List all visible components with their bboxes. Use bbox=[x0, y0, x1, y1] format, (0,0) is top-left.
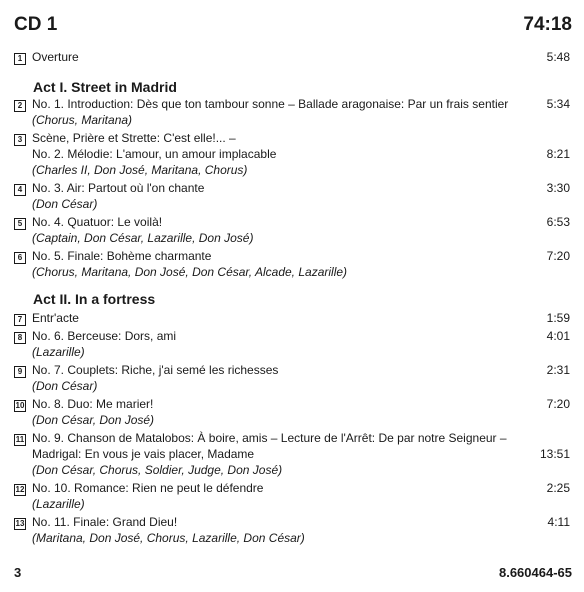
track-title: No. 4. Quatuor: Le voilà! bbox=[32, 215, 163, 229]
track-entry bbox=[14, 182, 570, 214]
act-heading: Act II. In a fortress bbox=[33, 291, 156, 307]
track-title: No. 5. Finale: Bohème charmante bbox=[32, 249, 212, 263]
track-entry bbox=[14, 312, 570, 328]
catalog-number: 8.660464-65 bbox=[498, 565, 572, 580]
track-duration: 1:59 bbox=[546, 311, 570, 325]
track-number-box: 12 bbox=[15, 485, 25, 494]
track-duration: 5:34 bbox=[546, 97, 570, 111]
track-title: No. 2. Mélodie: L'amour, un amour implacable bbox=[32, 147, 277, 161]
track-entry bbox=[14, 482, 570, 514]
track-duration: 2:25 bbox=[546, 481, 570, 495]
track-performers: (Don César) bbox=[32, 197, 98, 211]
track-title: No. 6. Berceuse: Dors, ami bbox=[32, 329, 177, 343]
track-entry bbox=[14, 132, 570, 180]
track-duration: 7:20 bbox=[546, 249, 570, 263]
track-number-box: 5 bbox=[14, 218, 26, 230]
track-number-box: 2 bbox=[14, 100, 26, 112]
track-duration: 6:53 bbox=[546, 215, 570, 229]
track-duration: 8:21 bbox=[546, 147, 570, 161]
track-performers: (Charles II, Don José, Maritana, Chorus) bbox=[32, 163, 248, 177]
track-entry bbox=[14, 250, 570, 282]
track-title: Madrigal: En vous je vais placer, Madame bbox=[32, 447, 255, 461]
track-number-box: 8 bbox=[14, 332, 26, 344]
track-title: Scène, Prière et Strette: C'est elle!... – bbox=[32, 131, 236, 145]
track-title: No. 9. Chanson de Matalobos: À boire, amis – Lecture de l'Arrêt: De par notre Seigneur – bbox=[32, 431, 507, 445]
track-entry bbox=[14, 98, 570, 130]
track-duration: 5:48 bbox=[546, 50, 570, 64]
track-duration: 2:31 bbox=[546, 363, 570, 377]
track-number-box: 3 bbox=[14, 134, 26, 146]
track-performers: (Chorus, Maritana) bbox=[32, 113, 133, 127]
track-entry bbox=[14, 364, 570, 396]
track-performers: (Lazarille) bbox=[32, 497, 85, 511]
track-title: No. 10. Romance: Rien ne peut le défendre bbox=[32, 481, 264, 495]
track-entry bbox=[14, 398, 570, 430]
track-entry bbox=[14, 51, 570, 67]
track-number-box: 9 bbox=[14, 366, 26, 378]
track-title: No. 1. Introduction: Dès que ton tambour sonne – Ballade aragonaise: Par un frais sentier bbox=[32, 97, 509, 111]
track-number-box: 13 bbox=[15, 519, 25, 528]
act-heading: Act I. Street in Madrid bbox=[33, 79, 177, 95]
track-entry bbox=[14, 216, 570, 248]
track-performers: (Don César, Chorus, Soldier, Judge, Don José) bbox=[32, 463, 283, 477]
cd-header bbox=[14, 13, 572, 37]
track-title: Overture bbox=[32, 50, 79, 64]
cd-total-time: 74:18 bbox=[523, 13, 572, 35]
track-entry bbox=[14, 330, 570, 362]
track-performers: (Maritana, Don José, Chorus, Lazarille, Don César) bbox=[32, 531, 305, 545]
track-number-box: 4 bbox=[14, 184, 26, 196]
track-number-box: 6 bbox=[14, 252, 26, 264]
track-duration: 4:01 bbox=[546, 329, 570, 343]
track-entry bbox=[14, 516, 570, 548]
track-title: No. 11. Finale: Grand Dieu! bbox=[32, 515, 178, 529]
track-number-box: 10 bbox=[15, 401, 25, 410]
track-title: No. 8. Duo: Me marier! bbox=[32, 397, 154, 411]
track-performers: (Chorus, Maritana, Don José, Don César, Alcade, Lazarille) bbox=[32, 265, 348, 279]
track-number-box: 11 bbox=[15, 435, 25, 444]
page-footer bbox=[14, 566, 572, 584]
cd-label: CD 1 bbox=[14, 13, 58, 35]
track-entry bbox=[14, 432, 570, 480]
track-performers: (Don César) bbox=[32, 379, 98, 393]
track-performers: (Captain, Don César, Lazarille, Don José) bbox=[32, 231, 254, 245]
track-title: No. 7. Couplets: Riche, j'ai semé les richesses bbox=[32, 363, 279, 377]
track-duration: 13:51 bbox=[539, 447, 570, 461]
track-duration: 3:30 bbox=[546, 181, 570, 195]
track-number-box: 7 bbox=[14, 314, 26, 326]
track-performers: (Don César, Don José) bbox=[32, 413, 155, 427]
track-performers: (Lazarille) bbox=[32, 345, 85, 359]
track-number-box: 1 bbox=[14, 53, 26, 65]
track-title: Entr'acte bbox=[32, 311, 79, 325]
track-title: No. 3. Air: Partout où l'on chante bbox=[32, 181, 205, 195]
page-number: 3 bbox=[14, 565, 22, 580]
track-duration: 7:20 bbox=[546, 397, 570, 411]
track-duration: 4:11 bbox=[547, 515, 570, 529]
